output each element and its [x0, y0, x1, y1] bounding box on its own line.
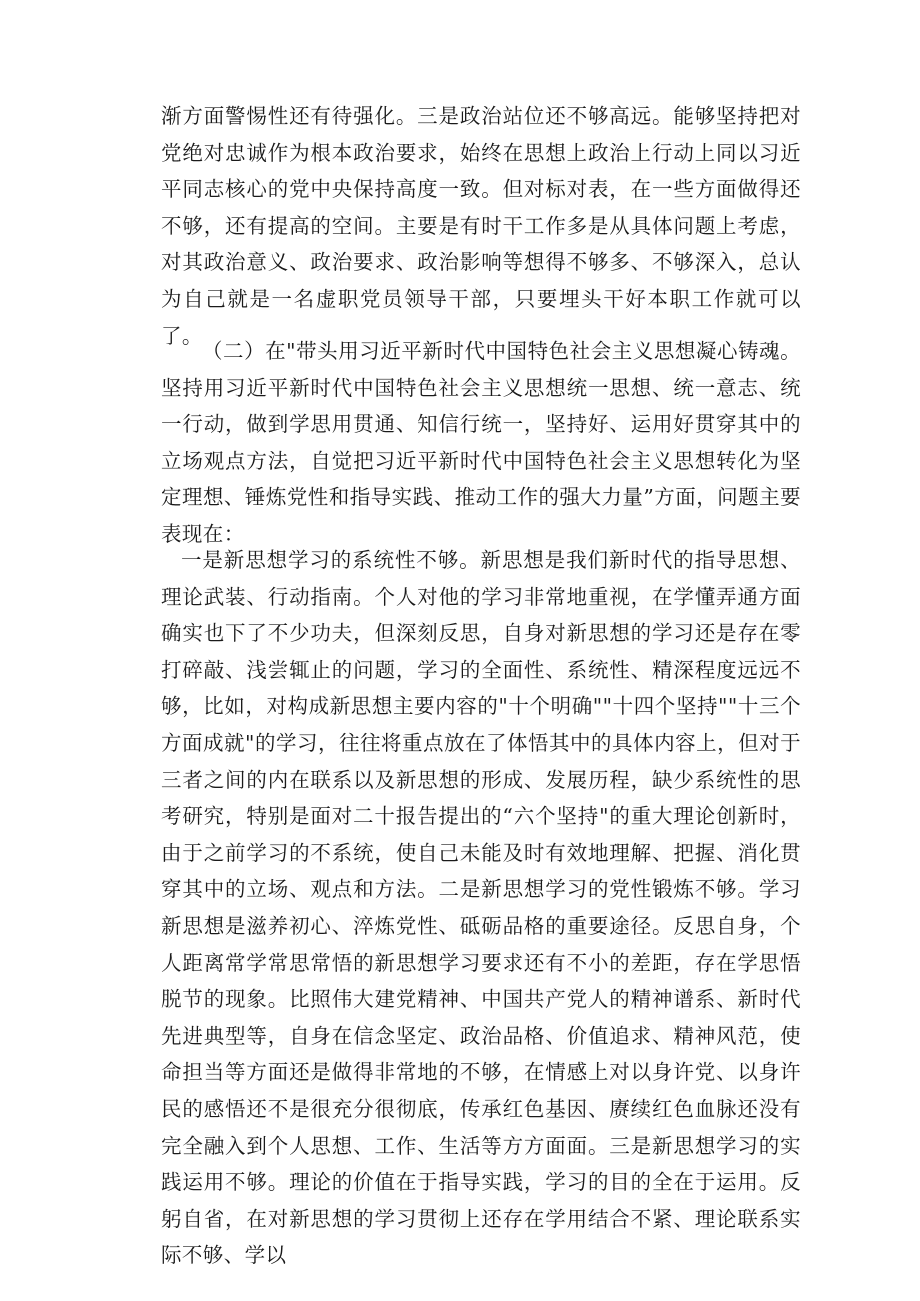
paragraph-section-two-heading: （二）在"带头用习近平新时代中国特色社会主义思想凝心铸魂。坚持用习近平新时代中国特色社会主义思想统一思想、统一意志、统一行动，做到学思用贯通、知信行统一，坚持好、运用好贯穿其中的立场观点方法，自觉把习近平新时代中国特色社会主义思想转化为坚定理想、锤炼党性和指导实践、推动工作的强大力量”方面，问题主要表现在： — [161, 339, 801, 546]
paragraph-new-thought-study: 一是新思想学习的系统性不够。新思想是我们新时代的指导思想、理论武装、行动指南。个人对他的学习非常地重视，在学懂弄通方面确实也下了不少功夫，但深刻反思，自身对新思想的学习还是存在零打碎敲、浅尝辄止的问题，学习的全面性、系统性、精深程度远远不够，比如，对构成新思想主要内容的"十个明确""十四个坚持""十三个方面成就"的学习，往往将重点放在了体悟其中的具体内容上，但对于三者之间的内在联系以及新思想的形成、发展历程，缺少系统性的思考研究，特别是面对二十报告提出的“六个坚持"的重大理论创新时，由于之前学习的不系统，使自己未能及时有效地理解、把握、消化贯穿其中的立场、观点和方法。二是新思想学习的党性锻炼不够。学习新思想是滋养初心、淬炼党性、砥砺品格的重要途径。反思自身，个人距离常学常思常悟的新思想学习要求还有不小的差距，存在学思悟脱节的现象。比照伟大建党精神、中国共产党人的精神谱系、新时代先进典型等，自身在信念坚定、政治品格、价值追求、精神风范，使命担当等方面还是做得非常地的不够，在情感上对以身许党、以身许民的感悟还不是很充分很彻底，传承红色基因、赓续红色血脉还没有完全融入到个人思想、工作、生活等方方面面。三是新思想学习的实践运用不够。理论的价值在于指导实践，学习的目的全在于运用。反躬自省，在对新思想的学习贯彻上还存在学用结合不紧、理论联系实际不够、学以 — [161, 548, 801, 1268]
paragraph-political-stance: 渐方面警惕性还有待强化。三是政治站位还不够高远。能够坚持把对党绝对忠诚作为根本政治要求，始终在思想上政治上行动上同以习近平同志核心的党中央保持高度一致。但对标对表，在一些方面做得还不够，还有提高的空间。主要是有时干工作多是从具体问题上考虑，对其政治意义、政治要求、政治影响等想得不够多、不够深入，总认为自己就是一名虚职党员领导干部，只要埋头干好本职工作就可以了。 — [161, 104, 801, 348]
